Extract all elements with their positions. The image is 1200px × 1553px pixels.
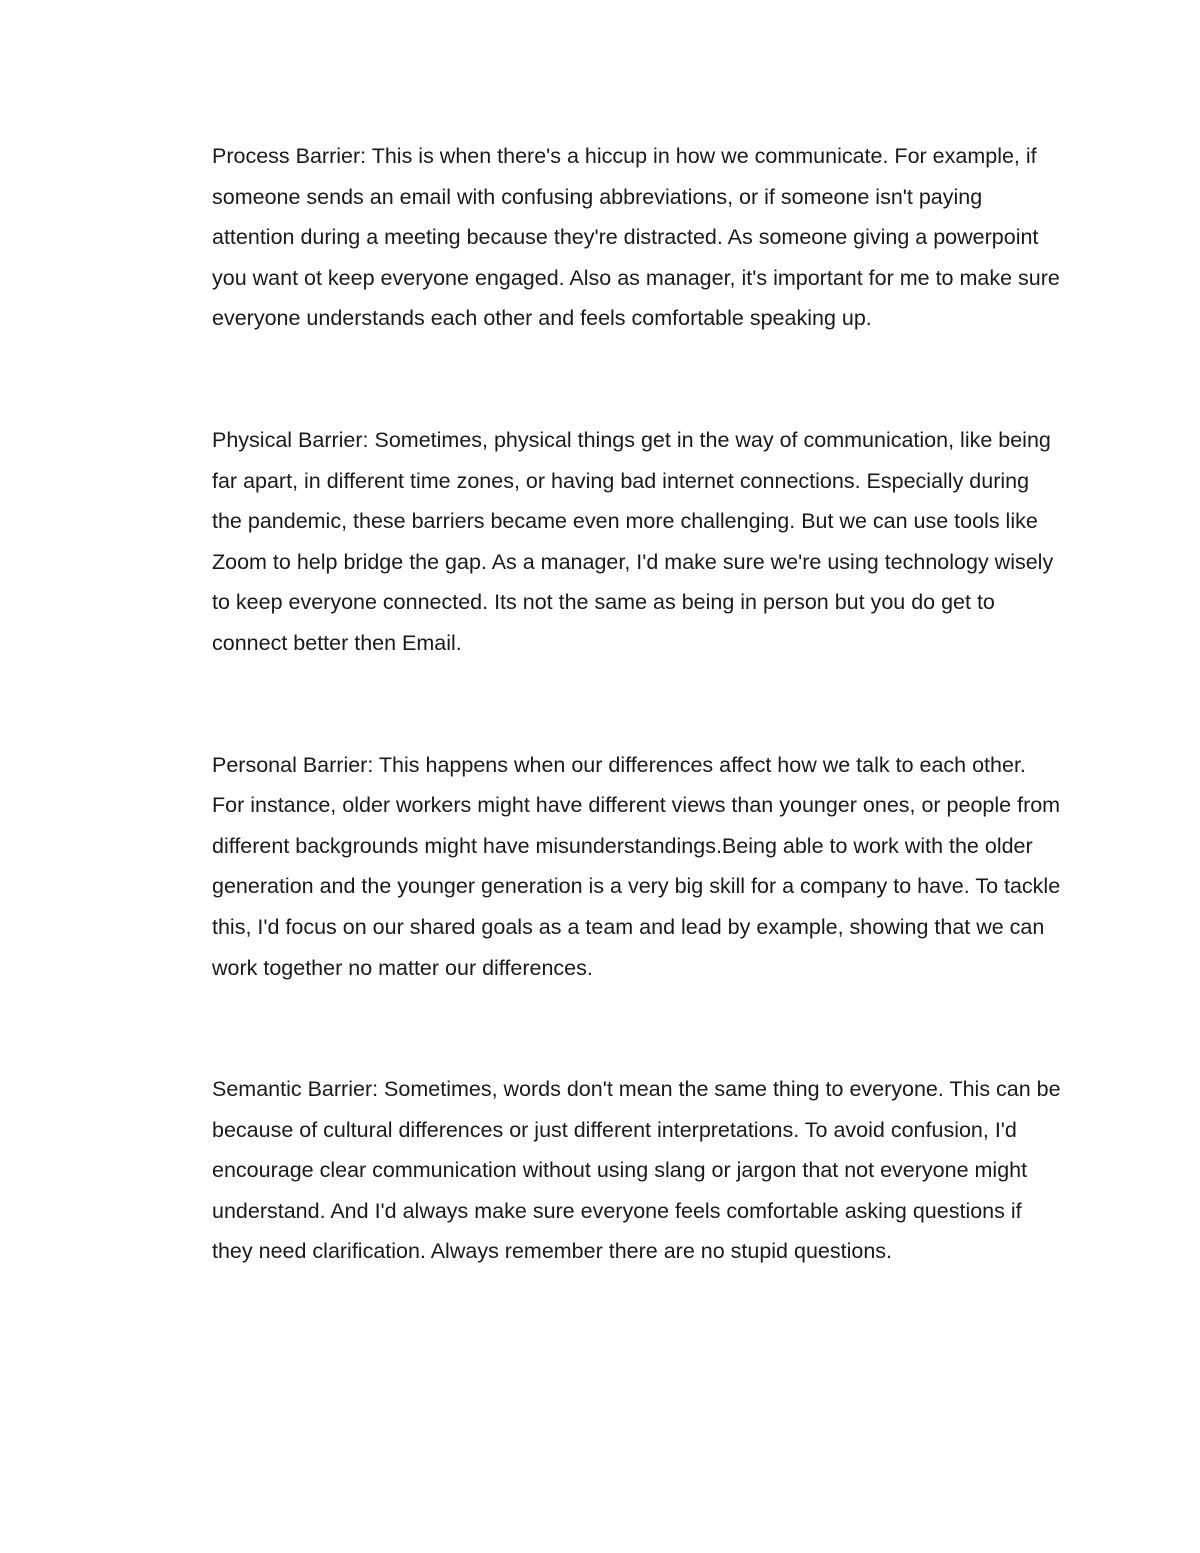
paragraph-process-barrier: Process Barrier: This is when there's a hiccup in how we communicate. For example, if someone sends an email with confusing abbreviations, or if someone isn't paying attention during a meeting because they're distracted. As someone giving a powerpoint you want ot keep everyone engaged. Also as manager, it's important for me to make sure everyone understands each other and feels comfortable speaking up. — [212, 144, 1060, 331]
document-body — [212, 136, 1062, 1272]
paragraph-semantic-barrier: Semantic Barrier: Sometimes, words don't mean the same thing to everyone. This can be because of cultural differences or just different interpretations. To avoid confusion, I'd encourage clear communication without using slang or jargon that not everyone might understand. And I'd always make sure everyone feels comfortable asking questions if they need clarification. Always remember there are no stupid questions. — [212, 1077, 1061, 1264]
paragraph-personal-barrier: Personal Barrier: This happens when our differences affect how we talk to each other. For instance, older workers might have different views than younger ones, or people from different backgrounds might have misunderstandings.Being able to work with the older generation and the younger generation is a very big skill for a company to have. To tackle this, I'd focus on our shared goals as a team and lead by example, showing that we can work together no matter our differences. — [212, 752, 1061, 980]
paragraph-physical-barrier: Physical Barrier: Sometimes, physical things get in the way of communication, like being far apart, in different time zones, or having bad internet connections. Especially during the pandemic, these barriers became even more challenging. But we can use tools like Zoom to help bridge the gap. As a manager, I'd make sure we're using technology wisely to keep everyone connected. Its not the same as being in person but you do get to connect better then Email. — [212, 427, 1054, 655]
